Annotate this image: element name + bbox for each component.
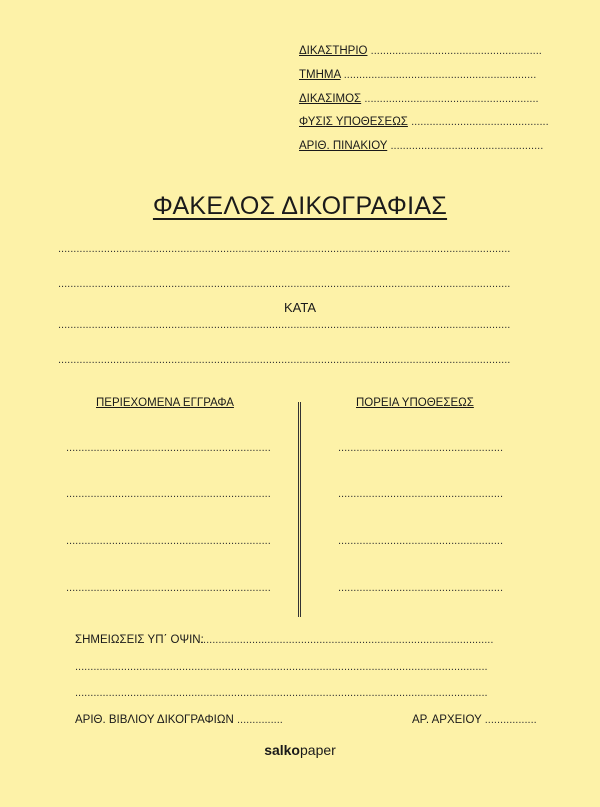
archive-number-field [412,714,537,726]
book-number-dots[interactable]: ............... [237,714,283,726]
field-docket-number-dots[interactable]: .................................................. [390,140,544,152]
field-court-label: ΔΙΚΑΣΤΗΡΙΟ [299,45,368,57]
book-number-label: ΑΡΙΘ. ΒΙΒΛΙΟΥ ΔΙΚΟΓΡΑΦΙΩΝ [75,714,234,726]
archive-number-label: ΑΡ. ΑΡΧΕΙΟΥ [412,714,482,726]
progress-line-2[interactable]: ...................................................... [338,488,504,500]
archive-number-dots[interactable]: ................. [484,714,537,726]
versus-label: ΚΑΤΑ [283,300,317,315]
contents-line-1[interactable]: ................................................................... [66,442,271,454]
contents-line-4[interactable]: ................................................................... [66,582,271,594]
notes-line-2[interactable]: ....................................................................................................................................... [75,661,488,673]
field-case-nature [299,115,549,129]
field-section-dots[interactable]: ............................................................... [343,69,537,81]
field-hearing-date-dots[interactable]: ......................................................... [364,93,539,105]
notes-line-1[interactable]: ................................................................................................ [200,634,494,646]
book-number-field [75,714,283,726]
defendant-line-1[interactable]: .................................................................................................................................................... [58,319,511,331]
plaintiff-line-2[interactable]: .................................................................................................................................................... [58,278,511,290]
brand-logo-bold: salko [264,742,300,758]
field-docket-number-label: ΑΡΙΘ. ΠΙΝΑΚΙΟΥ [299,140,388,152]
field-section [299,68,536,82]
progress-line-1[interactable]: ...................................................... [338,442,504,454]
field-case-nature-label: ΦΥΣΙΣ ΥΠΟΘΕΣΕΩΣ [299,116,408,128]
field-case-nature-dots[interactable]: ............................................. [411,116,549,128]
plaintiff-line-1[interactable]: .................................................................................................................................................... [58,243,511,255]
brand-logo-light: paper [300,742,336,758]
field-hearing-date-label: ΔΙΚΑΣΙΜΟΣ [299,93,362,105]
contents-line-3[interactable]: ................................................................... [66,535,271,547]
page-title: ΦΑΚΕΛΟΣ ΔΙΚΟΓΡΑΦΙΑΣ [152,192,448,220]
field-court-dots[interactable]: ........................................................ [370,45,542,57]
column-divider [298,402,301,617]
field-section-label: ΤΜΗΜΑ [299,69,341,81]
progress-line-4[interactable]: ...................................................... [338,582,504,594]
contents-line-2[interactable]: ................................................................... [66,488,271,500]
defendant-line-2[interactable]: .................................................................................................................................................... [58,354,511,366]
notes-line-3[interactable]: ....................................................................................................................................... [75,687,488,699]
field-docket-number [299,139,543,153]
case-progress-heading: ΠΟΡΕΙΑ ΥΠΟΘΕΣΕΩΣ [356,397,474,409]
progress-line-3[interactable]: ...................................................... [338,535,504,547]
brand-logo [0,742,600,758]
notes-label: ΣΗΜΕΙΩΣΕΙΣ ΥΠ΄ ΟΨΙΝ: [75,634,204,646]
contents-heading: ΠΕΡΙΕΧΟΜΕΝΑ ΕΓΓΡΑΦΑ [96,397,234,409]
field-court [299,44,542,58]
field-hearing-date [299,92,539,106]
